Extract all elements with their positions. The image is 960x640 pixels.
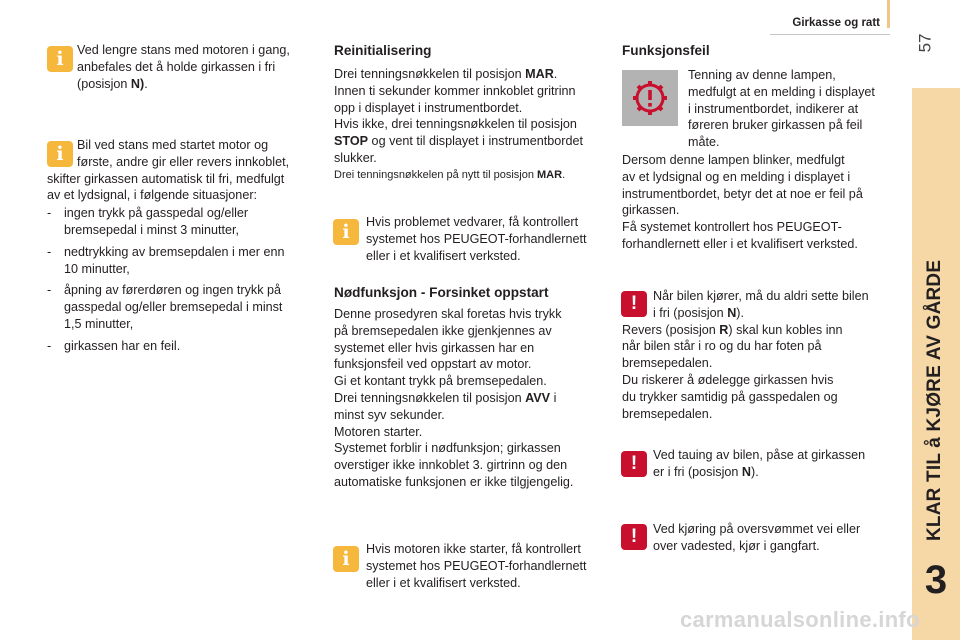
info-note-persistent-problem: Hvis problemet vedvarer, få kontrollert systemet hos PEUGEOT-forhandlernett eller i et kvalifisert verksted.: [366, 215, 587, 263]
header-accent-tick: [887, 0, 890, 28]
info-note-long-stop: Ved lengre stans med motoren i gang, anbefales det å holde girkassen i fri (posisjon N).: [77, 43, 290, 91]
emergency-text: Denne prosedyren skal foretas hvis trykk på bremsepedalen ikke gjenkjennes av systemet eller hvis girkassen har en funksjonsfeil ved oppstart av motor. Gi et kontant trykk på bremsepedalen. Drei tenningsnøkkelen til posisjon AVV i minst syv sekunder. Motoren starter. Systemet forblir i nødfunksjon; girkassen overstiger ikke innkoblet 3. girtrinn og den automatiske funksjonen er ikke tilgjengelig.: [334, 307, 574, 489]
header-rule: [770, 34, 890, 35]
info-icon: i: [333, 546, 359, 572]
watermark: carmanualsonline.info: [680, 607, 920, 632]
warning-note-flooded-road: Ved kjøring på oversvømmet vei eller over vadested, kjør i gangfart.: [653, 522, 861, 553]
section-heading-fault: Funksjonsfeil: [622, 43, 710, 58]
list-item: - ingen trykk på gasspedal og/eller bremsepedal i minst 3 minutter,: [47, 205, 327, 239]
fault-text: Dersom denne lampen blinker, medfulgt av et lydsignal og en melding i displayet i instrumentbordet, betyr det at noe er feil på girkassen. Få systemet kontrollert hos PEUGEOT- forhandlernett eller i et kvalifisert verksted.: [622, 153, 863, 251]
fault-lamp-description: Tenning av denne lampen, medfulgt at en melding i displayet i instrumentbordet, indikerer at føreren bruker girkassen på feil måte.: [688, 68, 875, 150]
chapter-title: KLAR TIL å KJØRE AV GÅRDE: [924, 259, 946, 541]
page-number: 57: [915, 33, 935, 53]
chapter-number: 3: [924, 558, 948, 602]
info-icon: i: [47, 141, 73, 167]
info-icon: i: [47, 46, 73, 72]
gearbox-fault-lamp-icon: [622, 70, 678, 126]
info-note-no-start: Hvis motoren ikke starter, få kontrollert systemet hos PEUGEOT-forhandlernett eller i et kvalifisert verksted.: [366, 542, 587, 590]
section-heading-emergency: Nødfunksjon - Forsinket oppstart: [334, 285, 549, 300]
info-note-auto-neutral: Bil ved stans med startet motor og første, andre gir eller revers innkoblet, skifter girkassen automatisk til fri, medfulgt av et lydsignal, i følgende situasjoner: - ingen trykk på gasspedal og/eller bremsepedal i minst 3 minutter, - nedtrykking av bremsepdalen i mer enn 10 minutter, - åpning av førerdøren og ingen trykk på gasspedal og/eller bremsepedal i minst 1,5 minutter, - girkassen har en feil.: [47, 137, 327, 360]
info-icon: i: [333, 219, 359, 245]
list-item: - girkassen har en feil.: [47, 338, 327, 355]
section-heading-reinit: Reinitialisering: [334, 43, 432, 58]
warning-note-towing: Ved tauing av bilen, påse at girkassen er i fri (posisjon N).: [653, 448, 866, 479]
list-item: - åpning av førerdøren og ingen trykk på gasspedal og/eller bremsepedal i minst 1,5 minutter,: [47, 282, 327, 332]
running-header: Girkasse og ratt: [792, 17, 880, 29]
list-item: - nedtrykking av bremsepdalen i mer enn 10 minutter,: [47, 244, 327, 278]
warning-icon: !: [621, 291, 647, 317]
warning-icon: !: [621, 524, 647, 550]
warning-note-neutral-driving: Når bilen kjører, må du aldri sette bilen i fri (posisjon N). Revers (posisjon R) skal kun kobles inn når bilen står i ro og du har foten på bremsepedalen. Du riskerer å ødelegge girkassen hvis du trykker samtidig på gasspedalen og bremsepedalen.: [622, 289, 869, 421]
reinit-text: Drei tenningsnøkkelen til posisjon MAR. Innen ti sekunder kommer innkoblet gritrinn opp i displayet i instrumentbordet. Hvis ikke, drei tenningsnøkkelen til posisjon STOP og vent til displayet i instrumentbordet slukker. Drei tenningsnøkkelen på nytt til posisjon MAR.: [334, 67, 583, 181]
warning-icon: !: [621, 451, 647, 477]
